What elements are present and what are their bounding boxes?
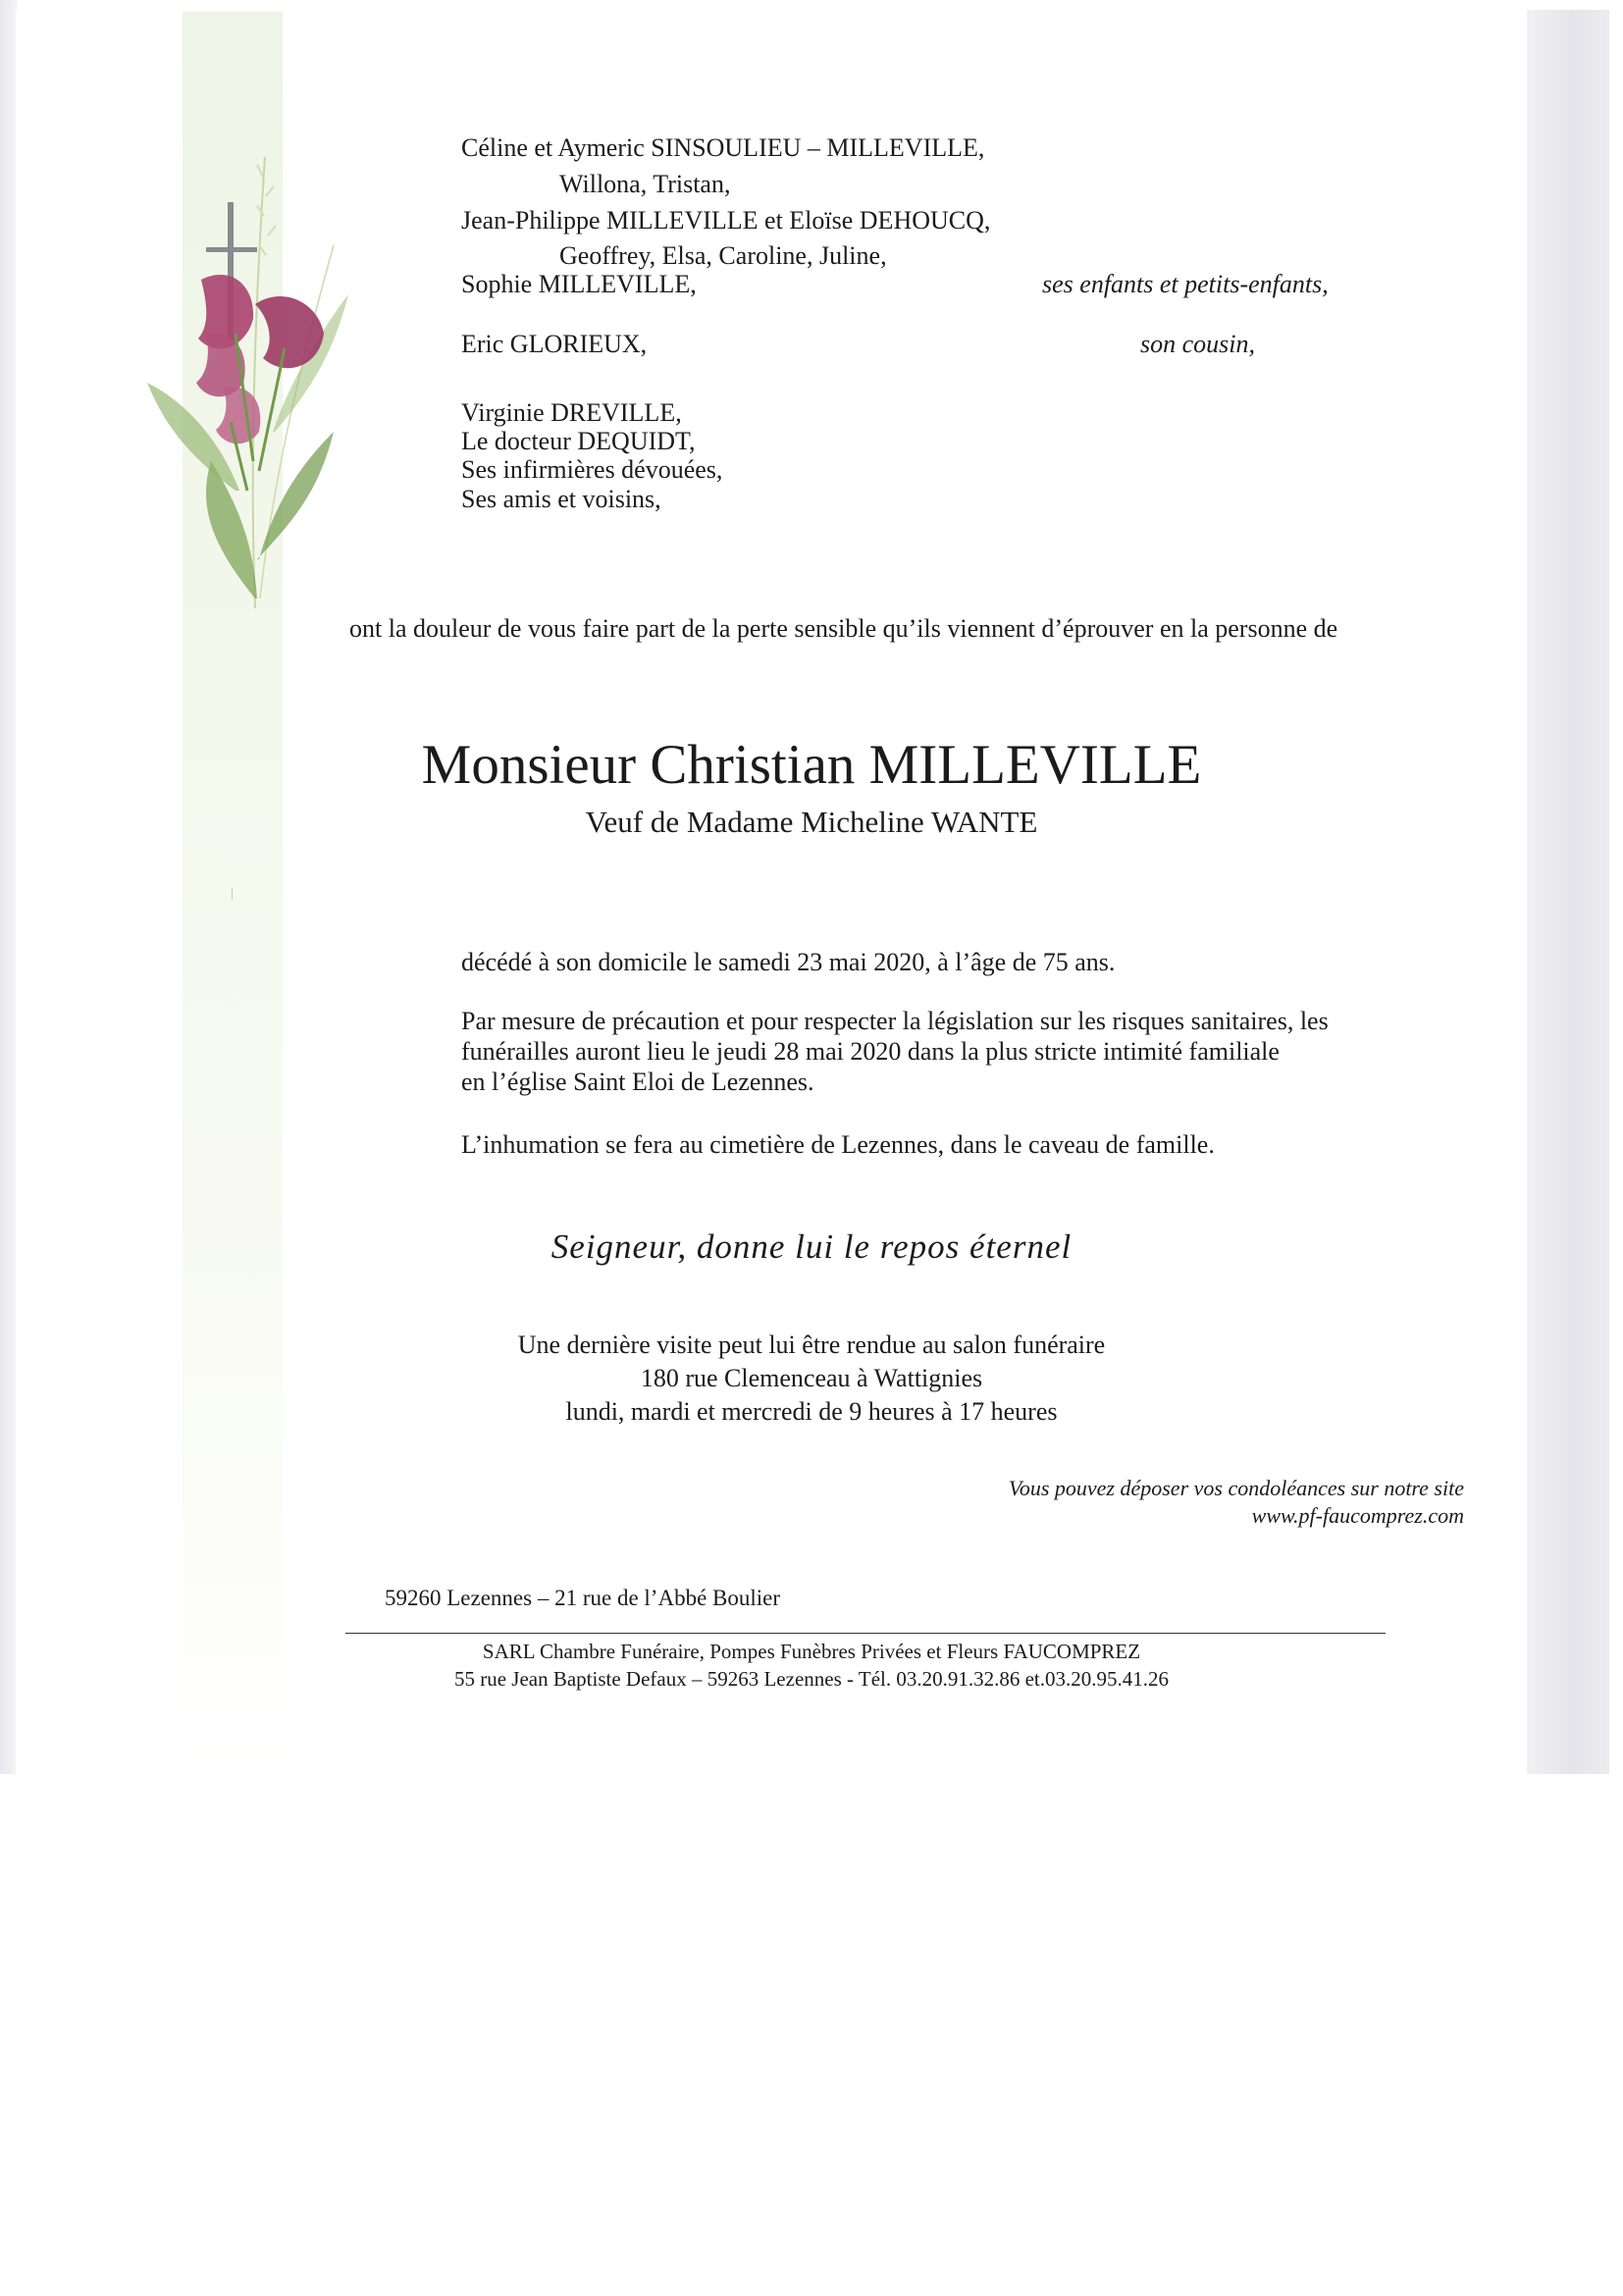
funeral-line-3: en l’église Saint Eloi de Lezennes. bbox=[461, 1068, 814, 1096]
footer-company: SARL Chambre Funéraire, Pompes Funèbres Privées et Fleurs FAUCOMPREZ bbox=[482, 1640, 1141, 1663]
scan-edge-right bbox=[1527, 10, 1609, 1774]
family-line-2: Willona, Tristan, bbox=[559, 170, 731, 198]
burial-notice: L’inhumation se fera au cimetière de Lezennes, dans le caveau de famille. bbox=[461, 1130, 1215, 1159]
other-line-3: Ses infirmières dévouées, bbox=[461, 455, 723, 484]
strip-fold-mark bbox=[232, 888, 233, 900]
funeral-line-1: Par mesure de précaution et pour respecter la législation sur les risques sanitaires, les bbox=[461, 1007, 1329, 1035]
other-line-2: Le docteur DEQUIDT, bbox=[461, 427, 696, 455]
deceased-name: Monsieur Christian MILLEVILLE bbox=[421, 734, 1202, 796]
family-line-5: Sophie MILLEVILLE, bbox=[461, 270, 697, 298]
visit-line-3-text: lundi, mardi et mercredi de 9 heures à 17 heures bbox=[565, 1397, 1058, 1426]
cousin-relation: son cousin, bbox=[1140, 330, 1255, 358]
visit-line-2 bbox=[0, 1364, 1623, 1393]
footer-divider bbox=[345, 1633, 1386, 1634]
visit-line-3 bbox=[0, 1397, 1623, 1427]
family-relation: ses enfants et petits-enfants, bbox=[1042, 270, 1329, 298]
floral-cross-illustration bbox=[137, 137, 363, 628]
family-line-4: Geoffrey, Elsa, Caroline, Juline, bbox=[559, 241, 887, 270]
visit-line-1-text: Une dernière visite peut lui être rendue au salon funéraire bbox=[517, 1331, 1106, 1359]
cousin-name: Eric GLORIEUX, bbox=[461, 330, 648, 358]
condolences-site[interactable]: www.pf-faucomprez.com bbox=[1251, 1503, 1464, 1528]
other-line-4: Ses amis et voisins, bbox=[461, 485, 661, 513]
announcement-text: ont la douleur de vous faire part de la perte sensible qu’ils viennent d’éprouver en la personne de bbox=[349, 614, 1338, 643]
footer-contact: 55 rue Jean Baptiste Defaux – 59263 Lezennes - Tél. 03.20.91.32.86 et.03.20.95.41.26 bbox=[453, 1667, 1170, 1691]
family-line-1: Céline et Aymeric SINSOULIEU – MILLEVILLE, bbox=[461, 133, 985, 162]
deceased-widower: Veuf de Madame Micheline WANTE bbox=[585, 805, 1038, 839]
funeral-line-2: funérailles auront lieu le jeudi 28 mai 2020 dans la plus stricte intimité familiale bbox=[461, 1037, 1280, 1066]
visit-line-1 bbox=[0, 1331, 1623, 1360]
prayer-text: Seigneur, donne lui le repos éternel bbox=[550, 1227, 1073, 1266]
other-line-1: Virginie DREVILLE, bbox=[461, 398, 682, 427]
condolences-text: Vous pouvez déposer vos condoléances sur notre site bbox=[1008, 1476, 1464, 1500]
visit-line-2-text: 180 rue Clemenceau à Wattignies bbox=[640, 1364, 983, 1392]
death-notice: décédé à son domicile le samedi 23 mai 2020, à l’âge de 75 ans. bbox=[461, 948, 1116, 976]
office-address: 59260 Lezennes – 21 rue de l’Abbé Boulier bbox=[385, 1586, 781, 1610]
family-line-3: Jean-Philippe MILLEVILLE et Eloïse DEHOUCQ, bbox=[461, 206, 991, 235]
